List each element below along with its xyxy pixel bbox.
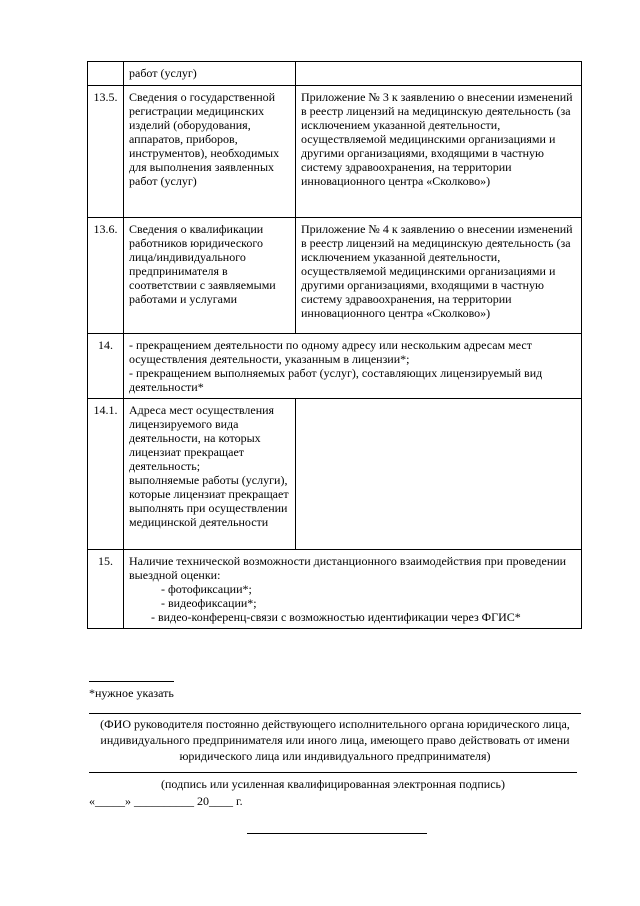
table-row: [88, 550, 582, 629]
termination-address-text: - прекращением деятельности по одному адресу или нескольким адресам мест осуществления деятельности, указанным в лицензии*;: [129, 338, 532, 366]
row-label: работ (услуг): [124, 62, 296, 86]
addresses-label: Адреса мест осуществления лицензируемого вида деятельности, на которых лицензиат прекращает деятельность;: [129, 403, 275, 473]
row-merged-text: [124, 550, 582, 629]
row-label: Сведения о квалификации работников юридического лица/индивидуального предпринимателя в соответствии с заявляемыми работами и услугами: [124, 218, 296, 334]
works-label: выполняемые работы (услуги), которые лицензиат прекращает выполнять при осуществлении медицинской деятельности: [129, 473, 289, 529]
table-row: [88, 62, 582, 86]
date-line: «_____» __________ 20____ г.: [89, 794, 243, 808]
table-row: [88, 399, 582, 550]
table-row: [88, 86, 582, 218]
termination-works-text: - прекращением выполняемых работ (услуг), составляющих лицензируемый вид деятельности*: [129, 366, 543, 394]
row-number: 14.: [88, 334, 124, 399]
option-videoconference: - видео-конференц-связи с возможностью идентификации через ФГИС*: [151, 610, 521, 624]
bottom-signature-line: [247, 833, 427, 834]
footnote-divider: [89, 681, 174, 682]
row-label: [124, 399, 296, 550]
row-merged-text: [124, 334, 582, 399]
table-row: [88, 334, 582, 399]
footnote: *нужное указать: [89, 686, 174, 700]
row-number: 13.5.: [88, 86, 124, 218]
remote-interaction-intro: Наличие технической возможности дистанционного взаимодействия при проведении выездной оценки:: [129, 554, 567, 582]
signature-line: [89, 772, 577, 773]
row-value: [296, 399, 582, 550]
row-number: 14.1.: [88, 399, 124, 550]
option-video: - видеофиксации*;: [161, 596, 257, 610]
application-table: [87, 61, 582, 629]
row-label: Сведения о государственной регистрации медицинских изделий (оборудования, аппаратов, приборов, инструментов), необходимых для выполнения заявленных работ (услуг): [124, 86, 296, 218]
row-value: Приложение № 4 к заявлению о внесении изменений в реестр лицензий на медицинскую деятельность (за исключением указанной деятельности, осуществляемой медицинскими организациями и другими организациями, входящими в частную систему здравоохранения, на территории инновационного центра «Сколково»): [296, 218, 582, 334]
row-number: [88, 62, 124, 86]
row-number: 13.6.: [88, 218, 124, 334]
fio-caption: (ФИО руководителя постоянно действующего исполнительного органа юридического лица, индивидуального предпринимателя или иного лица, имеющего право действовать от имени юридического лица или индивидуального предпринимателя): [100, 717, 570, 763]
option-photo: - фотофиксации*;: [161, 582, 252, 596]
row-number: 15.: [88, 550, 124, 629]
table-row: [88, 218, 582, 334]
row-value: Приложение № 3 к заявлению о внесении изменений в реестр лицензий на медицинскую деятельность (за исключением указанной деятельности, осуществляемой медицинскими организациями и другими организациями, входящими в частную систему здравоохранения, на территории инновационного центра «Сколково»): [296, 86, 582, 218]
signature-caption: (подпись или усиленная квалифицированная электронная подпись): [161, 777, 505, 791]
row-value: [296, 62, 582, 86]
fio-signature-line: [89, 713, 581, 714]
